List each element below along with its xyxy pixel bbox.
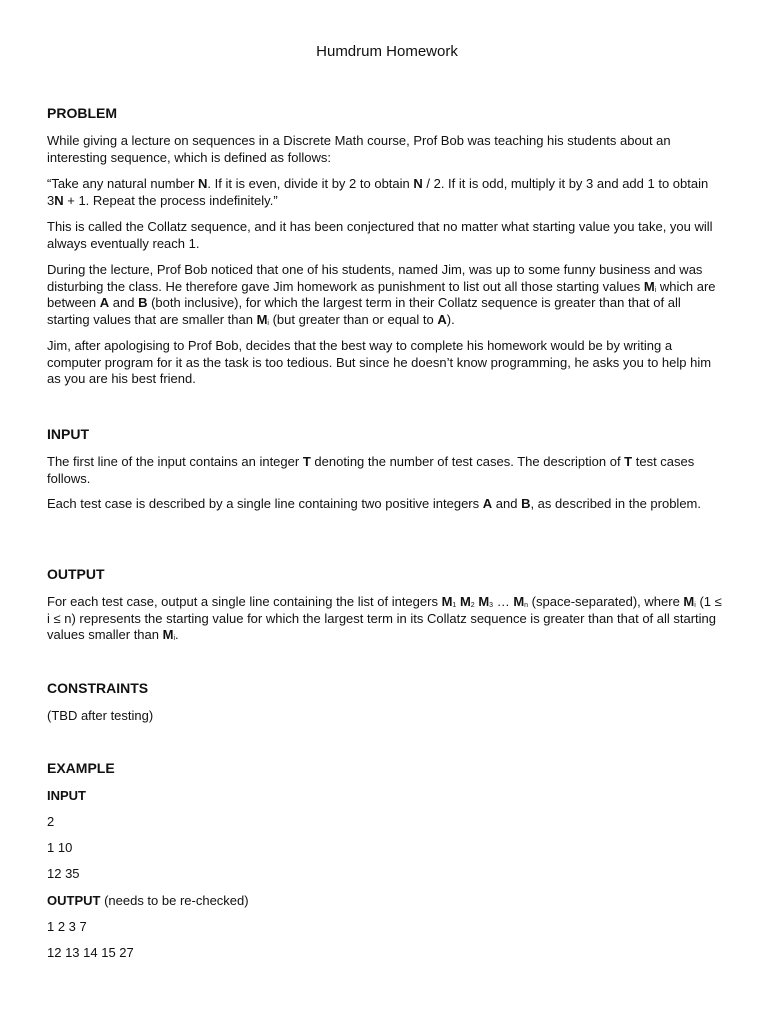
problem-paragraph-5: Jim, after apologising to Prof Bob, decides that the best way to complete his homework would be by writing a computer program for it as the task is too tedious. But since he doesn’t know programming, he asks you to help him as you are his best friend. [47,338,712,386]
output-heading: OUTPUT [47,566,105,582]
input-paragraph-2: Each test case is described by a single line containing two positive integers A and B, as described in the problem. [47,496,701,511]
example-input-line: 12 35 [47,866,80,881]
example-input-line: 2 [47,814,55,829]
input-heading: INPUT [47,426,89,442]
constraints-text: (TBD after testing) [47,708,154,723]
example-input-label: INPUT [47,788,86,803]
problem-paragraph-3: This is called the Collatz sequence, and it has been conjectured that no matter what starting value you take, you will always eventually reach 1. [47,219,713,251]
output-paragraph-1: For each test case, output a single line containing the list of integers $M_1$ $M_2$ $M_3$ … $M_n$ (space-separated), where $M_i$ (1 ≤ i ≤ n) represents the starting value for which the largest term in its Collatz sequence is greater than that of all starting values smaller than $M_i$. [47,594,722,642]
input-paragraph-1: The first line of the input contains an integer T denoting the number of test cases. The description of T test cases follows. [47,454,695,486]
example-input-line: 1 10 [47,840,73,855]
problem-paragraph-4: During the lecture, Prof Bob noticed that one of his students, named Jim, was up to some funny business and was disturbing the class. He therefore gave Jim homework as punishment to list out all those starting values $M_i$ which are between A and B (both inclusive), for which the largest term in their Collatz sequence is greater than that of all starting values that are smaller than $M_i$ (but greater than or equal to A). [47,262,716,327]
example-output-line: 1 2 3 7 [47,919,87,934]
example-output-label: OUTPUT [47,893,101,908]
constraints-heading: CONSTRAINTS [47,680,149,696]
problem-heading: PROBLEM [47,105,117,121]
problem-paragraph-1: While giving a lecture on sequences in a Discrete Math course, Prof Bob was teaching his students about an interesting sequence, which is defined as follows: [47,133,671,165]
example-heading: EXAMPLE [47,760,115,776]
problem-paragraph-2: “Take any natural number N. If it is even, divide it by 2 to obtain N / 2. If it is odd, multiply it by 3 and add 1 to obtain 3N + 1. Repeat the process indefinitely.” [47,176,709,208]
document-title: Humdrum Homework [316,43,458,60]
example-output-line: 12 13 14 15 27 [47,945,134,960]
example-output-note: (needs to be re-checked) [100,893,249,908]
example-output-label-line [47,893,249,910]
